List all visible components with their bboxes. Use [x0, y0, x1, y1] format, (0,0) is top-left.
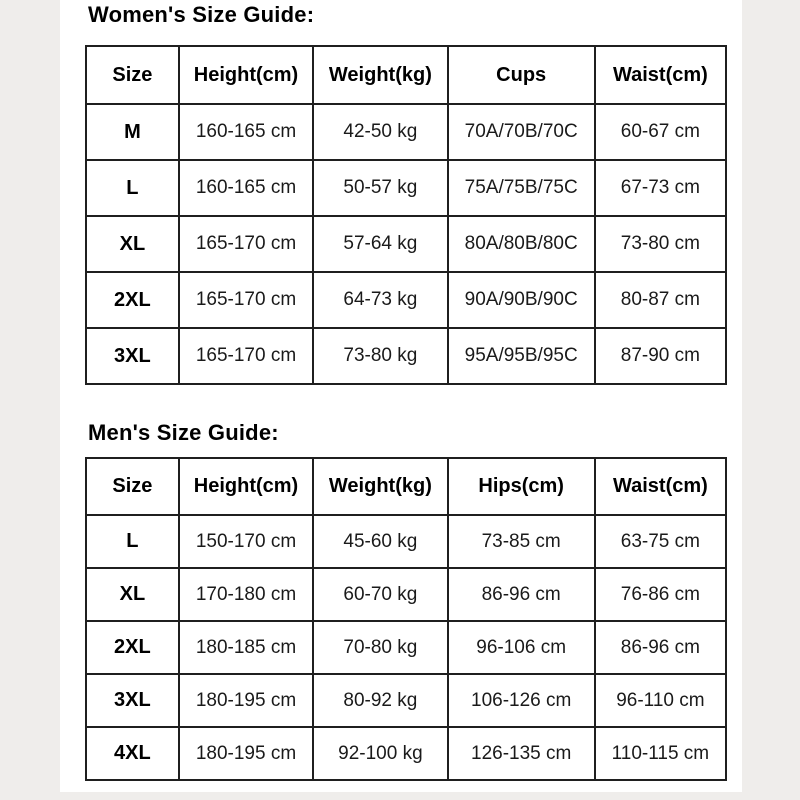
data-cell: 60-70 kg: [313, 568, 447, 621]
column-header: Weight(kg): [313, 458, 447, 515]
data-cell: 165-170 cm: [179, 328, 313, 384]
data-cell: 73-80 kg: [313, 328, 447, 384]
table-row: [86, 216, 726, 272]
data-cell: 96-106 cm: [448, 621, 595, 674]
data-cell: 80A/80B/80C: [448, 216, 595, 272]
column-header: Size: [86, 458, 179, 515]
data-cell: 86-96 cm: [448, 568, 595, 621]
size-cell: 3XL: [86, 328, 179, 384]
data-cell: 73-80 cm: [595, 216, 726, 272]
data-cell: 126-135 cm: [448, 727, 595, 780]
column-header: Waist(cm): [595, 458, 726, 515]
mens-size-table: [85, 457, 727, 781]
data-cell: 50-57 kg: [313, 160, 447, 216]
data-cell: 165-170 cm: [179, 272, 313, 328]
data-cell: 86-96 cm: [595, 621, 726, 674]
table-row: [86, 727, 726, 780]
data-cell: 63-75 cm: [595, 515, 726, 568]
data-cell: 180-185 cm: [179, 621, 313, 674]
womens-size-guide-title: Women's Size Guide:: [88, 2, 315, 27]
data-cell: 73-85 cm: [448, 515, 595, 568]
data-cell: 110-115 cm: [595, 727, 726, 780]
data-cell: 160-165 cm: [179, 104, 313, 160]
size-guide-page: [60, 0, 742, 792]
data-cell: 80-92 kg: [313, 674, 447, 727]
data-cell: 180-195 cm: [179, 727, 313, 780]
size-cell: XL: [86, 568, 179, 621]
table-row: [86, 104, 726, 160]
column-header: Height(cm): [179, 46, 313, 104]
mens-table-body: [86, 515, 726, 780]
data-cell: 92-100 kg: [313, 727, 447, 780]
data-cell: 45-60 kg: [313, 515, 447, 568]
data-cell: 90A/90B/90C: [448, 272, 595, 328]
data-cell: 87-90 cm: [595, 328, 726, 384]
data-cell: 75A/75B/75C: [448, 160, 595, 216]
data-cell: 160-165 cm: [179, 160, 313, 216]
data-cell: 95A/95B/95C: [448, 328, 595, 384]
mens-size-guide-title: Men's Size Guide:: [88, 420, 279, 445]
data-cell: 76-86 cm: [595, 568, 726, 621]
table-row: [86, 621, 726, 674]
data-cell: 80-87 cm: [595, 272, 726, 328]
data-cell: 70-80 kg: [313, 621, 447, 674]
womens-size-table: [85, 45, 727, 385]
size-cell: 3XL: [86, 674, 179, 727]
column-header: Waist(cm): [595, 46, 726, 104]
data-cell: 64-73 kg: [313, 272, 447, 328]
data-cell: 70A/70B/70C: [448, 104, 595, 160]
table-row: [86, 674, 726, 727]
size-cell: L: [86, 160, 179, 216]
data-cell: 165-170 cm: [179, 216, 313, 272]
data-cell: 150-170 cm: [179, 515, 313, 568]
data-cell: 170-180 cm: [179, 568, 313, 621]
data-cell: 67-73 cm: [595, 160, 726, 216]
column-header: Cups: [448, 46, 595, 104]
column-header: Height(cm): [179, 458, 313, 515]
table-row: [86, 160, 726, 216]
column-header: Weight(kg): [313, 46, 447, 104]
data-cell: 42-50 kg: [313, 104, 447, 160]
table-row: [86, 568, 726, 621]
column-header: Size: [86, 46, 179, 104]
column-header: Hips(cm): [448, 458, 595, 515]
size-cell: 2XL: [86, 272, 179, 328]
header-row: [86, 458, 726, 515]
data-cell: 180-195 cm: [179, 674, 313, 727]
data-cell: 60-67 cm: [595, 104, 726, 160]
table-row: [86, 515, 726, 568]
size-cell: 2XL: [86, 621, 179, 674]
size-cell: 4XL: [86, 727, 179, 780]
table-row: [86, 328, 726, 384]
size-cell: L: [86, 515, 179, 568]
data-cell: 96-110 cm: [595, 674, 726, 727]
womens-table-body: [86, 104, 726, 384]
mens-table-header: [86, 458, 726, 515]
womens-table-header: [86, 46, 726, 104]
table-row: [86, 272, 726, 328]
data-cell: 57-64 kg: [313, 216, 447, 272]
data-cell: 106-126 cm: [448, 674, 595, 727]
size-cell: M: [86, 104, 179, 160]
size-cell: XL: [86, 216, 179, 272]
header-row: [86, 46, 726, 104]
